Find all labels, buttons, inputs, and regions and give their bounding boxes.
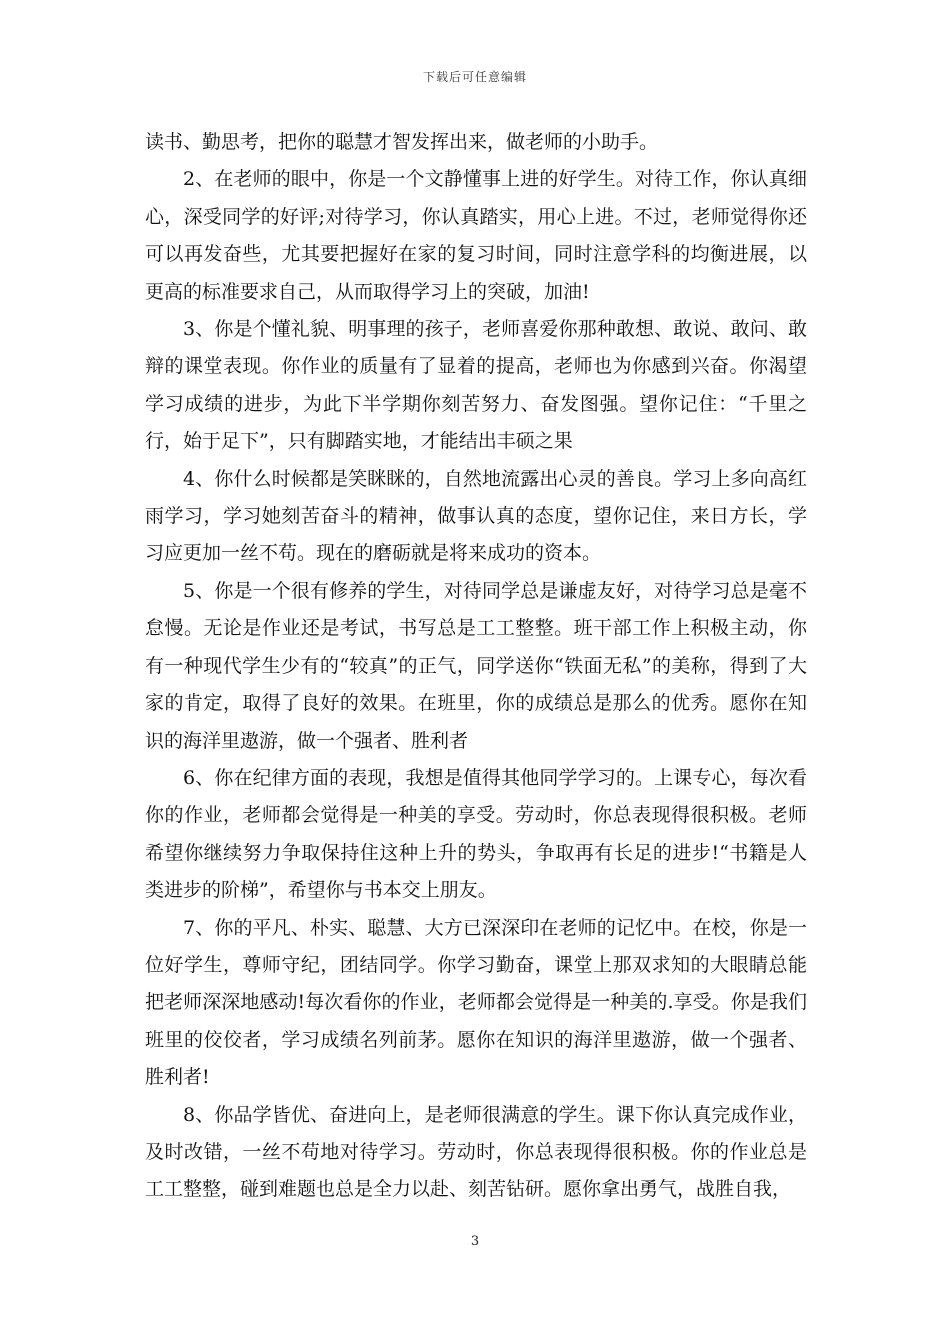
paragraph-4: 4、你什么时候都是笑眯眯的，自然地流露出心灵的善良。学习上多向高红雨学习，学习她刻苦奋斗的精神，做事认真的态度，望你记住，来日方长，学习应更加一丝不苟。现在的磨砺就是将来成功的资本。 [145, 467, 807, 565]
paragraph-5: 5、你是一个很有修养的学生，对待同学总是谦虚友好，对待学习总是毫不怠慢。无论是作业还是考试，书写总是工工整整。班干部工作上积极主动，你有一种现代学生少有的“较真”的正气，同学送你“铁面无私”的美称，得到了大家的肯定，取得了良好的效果。在班里，你的成绩总是那么的优秀。愿你在知识的海洋里遨游，做一个强者、胜利者 [145, 579, 807, 752]
paragraph-2: 2、在老师的眼中，你是一个文静懂事上进的好学生。对待工作，你认真细心，深受同学的好评;对待学习，你认真踏实，用心上进。不过，老师觉得你还可以再发奋些，尤其要把握好在家的复习时间，同时注意学科的均衡进展，以更高的标准要求自己，从而取得学习上的突破，加油! [145, 168, 807, 303]
page-header: 下载后可任意编辑 [422, 70, 527, 84]
document-body [145, 124, 807, 1209]
paragraph-8: 8、你品学皆优、奋进向上，是老师很满意的学生。课下你认真完成作业，及时改错，一丝不苟地对待学习。劳动时，你总表现得很积极。你的作业总是工工整整，碰到难题也总是全力以赴、刻苦钻研。愿你拿出勇气，战胜自我， [145, 1103, 807, 1201]
paragraph-3: 3、你是个懂礼貌、明事理的孩子，老师喜爱你那种敢想、敢说、敢问、敢辩的课堂表现。你作业的质量有了显着的提高，老师也为你感到兴奋。你渴望学习成绩的进步，为此下半学期你刻苦努力、奋发图强。望你记住：“千里之行，始于足下”，只有脚踏实地，才能结出丰硕之果 [145, 318, 807, 453]
paragraph-continuation: 读书、勤思考，把你的聪慧才智发挥出来，做老师的小助手。 [145, 131, 659, 153]
paragraph-7: 7、你的平凡、朴实、聪慧、大方已深深印在老师的记忆中。在校，你是一位好学生，尊师守纪，团结同学。你学习勤奋，课堂上那双求知的大眼睛总能把老师深深地感动!每次看你的作业，老师都会觉得是一种美的.享受。你是我们班里的佼佼者，学习成绩名列前茅。愿你在知识的海洋里遨游，做一个强者、胜利者! [145, 916, 807, 1089]
paragraph-6: 6、你在纪律方面的表现，我想是值得其他同学学习的。上课专心，每次看你的作业，老师都会觉得是一种美的享受。劳动时，你总表现得很积极。老师希望你继续努力争取保持住这种上升的势头，争取再有长足的进步!“书籍是人类进步的阶梯”，希望你与书本交上朋友。 [145, 766, 807, 902]
page-number: 3 [470, 1234, 480, 1249]
